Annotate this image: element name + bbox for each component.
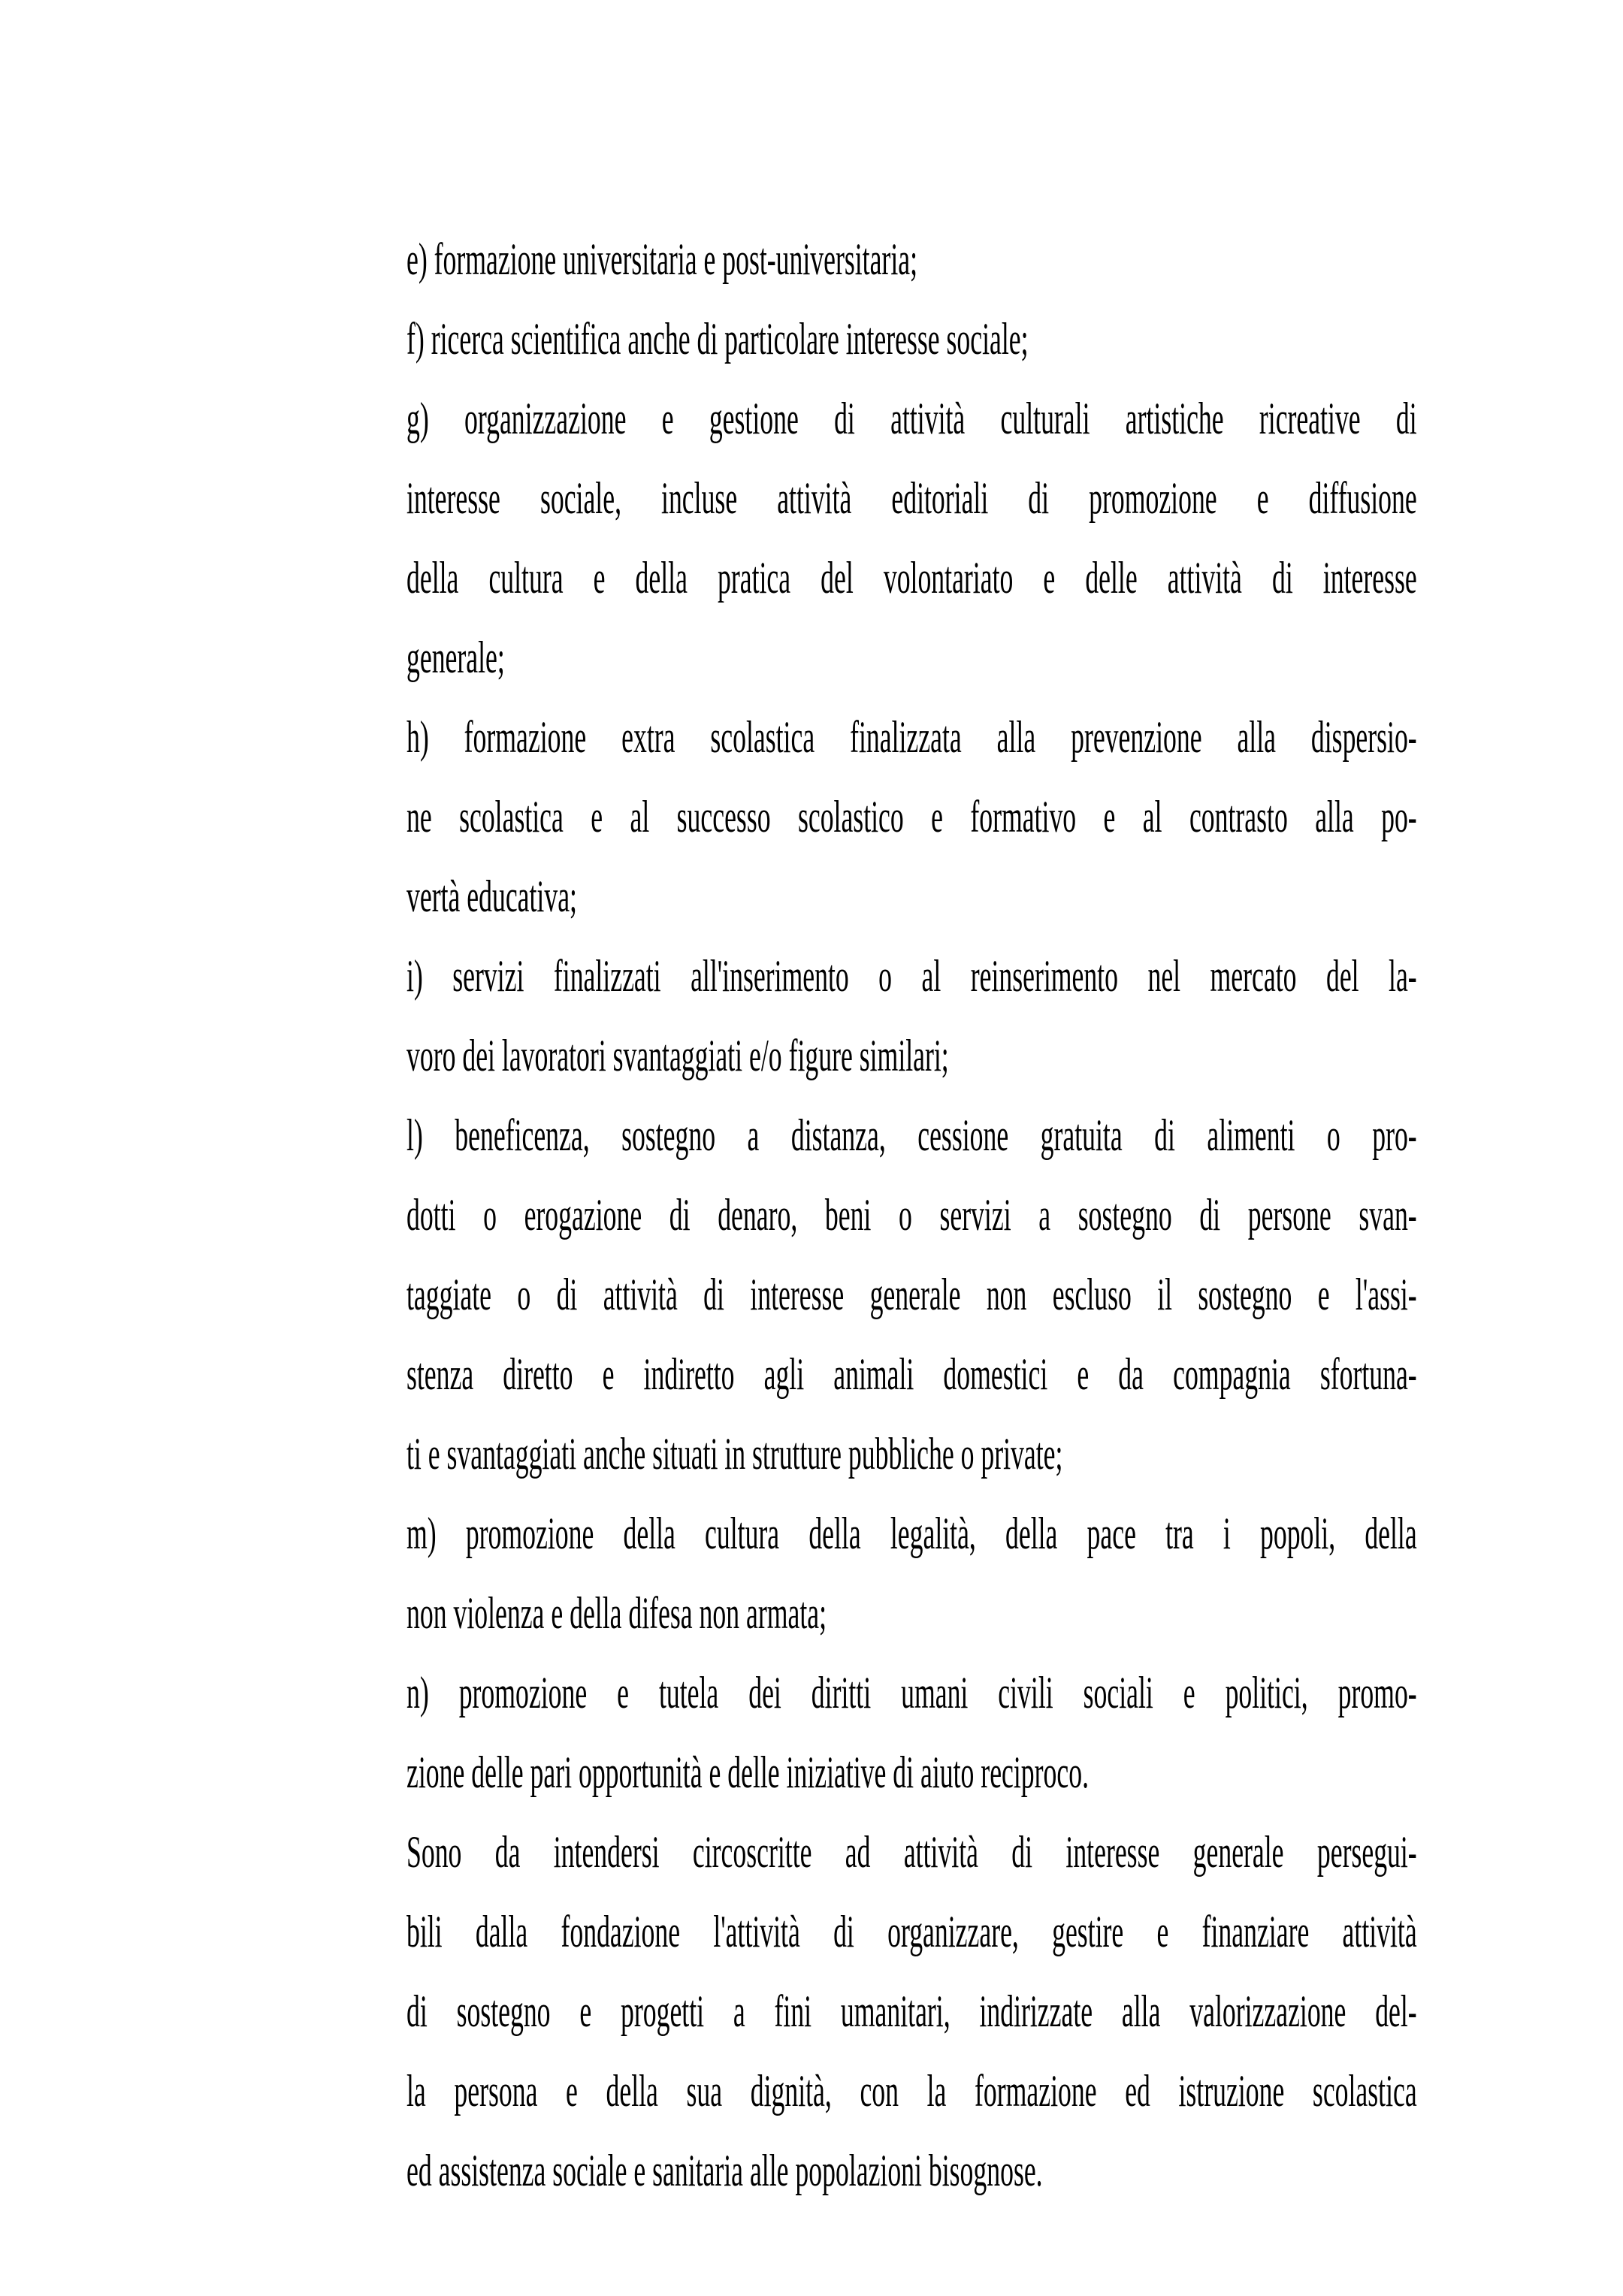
text-line: generale; bbox=[407, 633, 505, 682]
text-line: stenza diretto e indiretto agli animali domestici e da compagnia sfortuna- bbox=[407, 1349, 1417, 1399]
text-line: g) organizzazione e gestione di attività culturali artistiche ricreative di bbox=[407, 394, 1417, 443]
text-line: la persona e della sua dignità, con la formazione ed istruzione scolastica bbox=[407, 2066, 1417, 2116]
text-line: m) promozione della cultura della legalità, della pace tra i popoli, della bbox=[407, 1509, 1417, 1558]
text-line: ed assistenza sociale e sanitaria alle popolazioni bisognose. bbox=[407, 2146, 1043, 2195]
text-line: dotti o erogazione di denaro, beni o servizi a sostegno di persone svan- bbox=[407, 1190, 1417, 1240]
text-line: della cultura e della pratica del volontariato e delle attività di interesse bbox=[407, 553, 1417, 603]
text-line: i) servizi finalizzati all'inserimento o al reinserimento nel mercato del la- bbox=[407, 951, 1417, 1001]
text-line: ti e svantaggiati anche situati in strutture pubbliche o private; bbox=[407, 1429, 1063, 1479]
text-line: interesse sociale, incluse attività editoriali di promozione e diffusione bbox=[407, 473, 1417, 523]
text-line: zione delle pari opportunità e delle iniziative di aiuto reciproco. bbox=[407, 1748, 1090, 1797]
text-line: Sono da intendersi circoscritte ad attività di interesse generale persegui- bbox=[407, 1827, 1417, 1877]
text-line: l) beneficenza, sostegno a distanza, cessione gratuita di alimenti o pro- bbox=[407, 1110, 1417, 1160]
text-line: di sostegno e progetti a fini umanitari, indirizzate alla valorizzazione del- bbox=[407, 1986, 1417, 2036]
text-line: taggiate o di attività di interesse generale non escluso il sostegno e l'assi- bbox=[407, 1270, 1417, 1319]
text-line: n) promozione e tutela dei diritti umani civili sociali e politici, promo- bbox=[407, 1668, 1417, 1717]
text-line: f) ricerca scientifica anche di particolare interesse sociale; bbox=[407, 314, 1029, 364]
text-line: voro dei lavoratori svantaggiati e/o figure similari; bbox=[407, 1031, 949, 1080]
text-line: non violenza e della difesa non armata; bbox=[407, 1588, 827, 1638]
text-line: e) formazione universitaria e post-universitaria; bbox=[407, 234, 918, 284]
text-line: vertà educativa; bbox=[407, 872, 577, 921]
text-line: h) formazione extra scolastica finalizzata alla prevenzione alla dispersio- bbox=[407, 712, 1417, 762]
text-line: bili dalla fondazione l'attività di organizzare, gestire e finanziare attività bbox=[407, 1907, 1417, 1956]
document-text-block bbox=[407, 219, 1417, 2210]
text-line: ne scolastica e al successo scolastico e formativo e al contrasto alla po- bbox=[407, 792, 1417, 841]
